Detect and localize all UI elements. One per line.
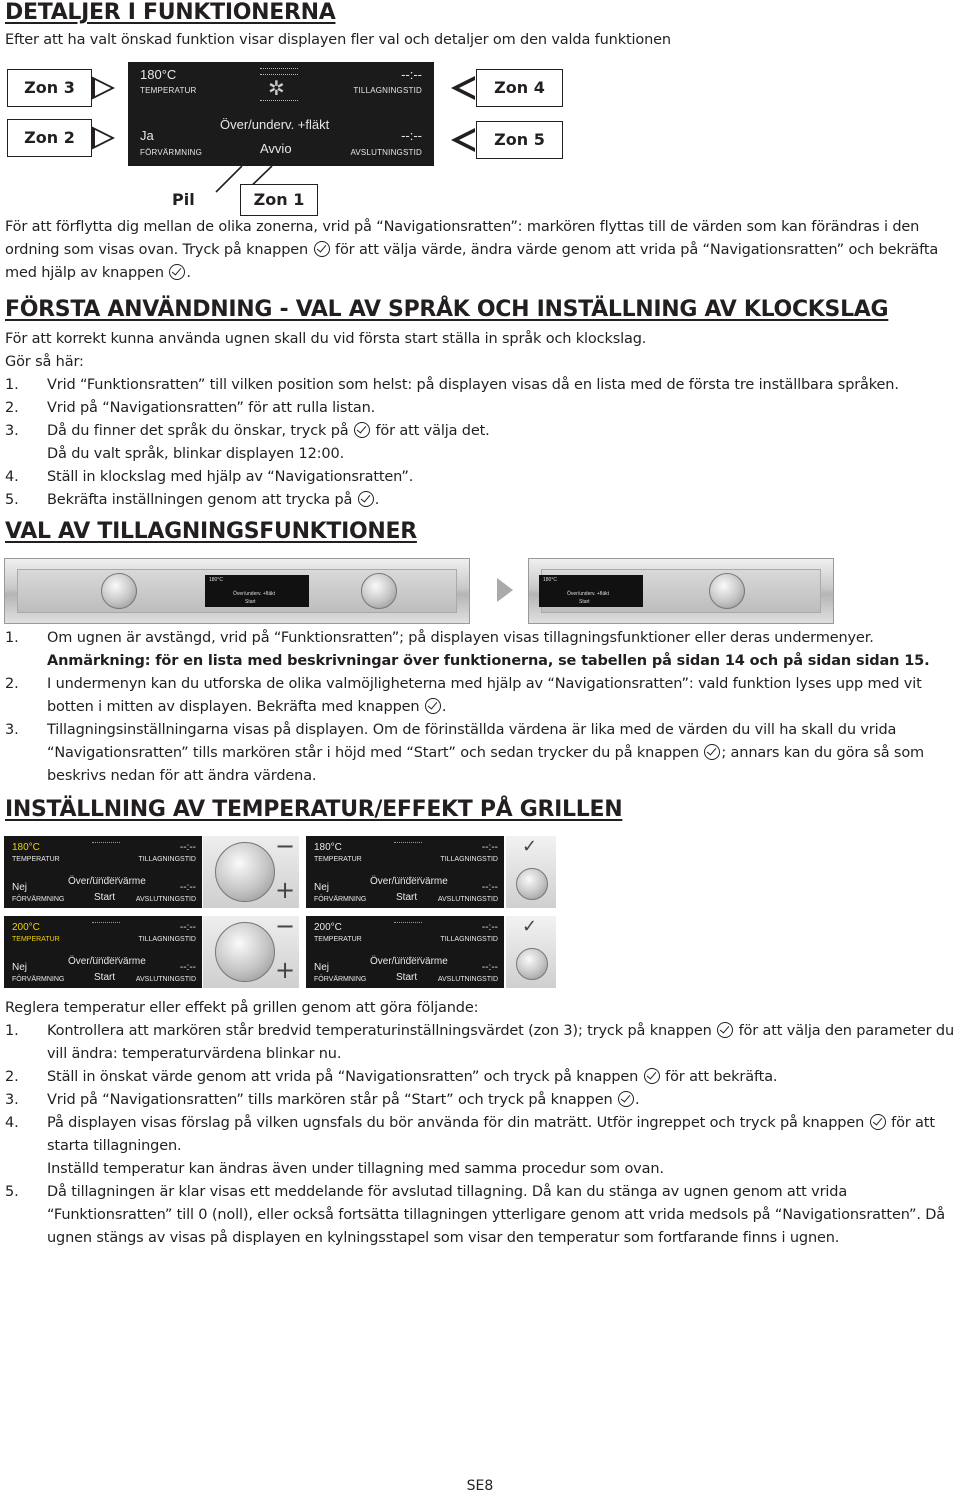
display-preheat-label: FÖRVÄRMNING [140,148,203,157]
display-time2: --:-- [401,128,422,143]
display-time1: --:-- [401,67,422,82]
ok-button-icon [717,1022,733,1038]
ok-button-icon [704,744,720,760]
ok-button-area-1 [506,836,556,908]
ok-button-icon [425,698,441,714]
ok-button-area-2 [506,916,556,988]
section-title-cooking-functions: VAL AV TILLAGNINGSFUNKTIONER [5,519,417,544]
navigation-knob [215,842,275,902]
oven-panel-image [4,558,470,624]
mini-display: 180°C Över/underv. +fläkt Start [205,575,309,607]
mini-display: 180°C Över/underv. +fläkt Start [539,575,643,607]
page-number: SE8 [466,1478,494,1494]
ok-button-icon [644,1068,660,1084]
section-title-details: DETALJER I FUNKTIONERNA [5,0,336,25]
navigation-knob [215,922,275,982]
ok-button-icon [169,264,185,280]
display-function: Över/underv. +fläkt [220,117,330,132]
zone-3-label: Zon 3 [7,69,92,107]
display-time2-label: AVSLUTNINGSTID [350,148,422,157]
zone-4-label: Zon 4 [476,69,563,107]
display-time1-label: TILLAGNINGSTID [353,86,422,95]
ok-button-icon [354,422,370,438]
display-start: Avvio [260,141,292,156]
first-use-text: För att korrekt kunna använda ugnen skall du vid första start ställa in språk och klockslag. Gör så här: 1. Vrid “Funktionsratten” till vilken position som helst: på displayen visas då en lista med de första tre inställbara språken. 2. Vrid på “Navigationsratten” för att rulla listan. 3. Då du finner det språk du önskar, tryck på för att välja det. Då du valt språk, blinkar displayen 12:00. 4. Ställ in klockslag med hjälp av “Navigationsratten”. 5. Bekräfta inställningen genom att trycka på . [5,331,899,508]
arrow-right-icon [95,80,111,96]
grill-display-2: 180°C TEMPERATUR --:-- TILLAGNINGSTID Över/undervärme Nej FÖRVÄRMNING Start --:-- AVSLUTNINGSTID [306,836,504,908]
grill-knob-area-2: − + [203,916,299,988]
grill-display-3: 200°C TEMPERATUR --:-- TILLAGNINGSTID Över/undervärme Nej FÖRVÄRMNING Start --:-- AVSLUTNINGSTID [4,916,202,988]
display-temp: 180°C [140,67,177,82]
navigation-knob [361,573,397,609]
ok-button [516,948,548,980]
navigation-knob [709,573,745,609]
zone-2-label: Zon 2 [7,119,92,157]
ok-button-icon [618,1091,634,1107]
grill-instructions: Reglera temperatur eller effekt på grillen genom att göra följande: 1. Kontrollera att markören står bredvid temperaturinställningsvärdet (zon 3); tryck på knappen för att välja den parameter du vill ändra: temperaturvärdena blinkar nu. 2. Ställ in önskat värde genom att vrida på “Navigationsratten” och tryck på knappen för att bekräfta. 3. Vrid på “Navigationsratten” tills markören står på “Start” och tryck på knappen . 4. På displayen visas förslag på vilken ugnsfals du bör använda för din maträtt. Utför ingreppet och tryck på knappen för att starta tillagningen. Inställd temperatur kan ändras även under tillagning med samma procedur som ovan. 5. Då tillagningen är klar visas ett meddelande för avslutad tillagning. Då kan du stänga av ugnen genom att vrida “Funktionsratten” till 0 (noll), eller också fortsätta tillagningen ytterligare genom att vrida medsols på “Navigationsratten”. Då ugnen stängs av visas på displayen en kylningsstapel som visar den temperatur som fortfarande finns i ugnen. [5,1000,954,1246]
check-icon: ✓ [522,916,538,937]
ok-button [516,868,548,900]
zone-5-label: Zon 5 [476,121,563,159]
grill-knob-area-1: − + [203,836,299,908]
pil-label: Pil [172,190,195,209]
oven-display [128,62,434,166]
grill-display-1: 180°C TEMPERATUR --:-- TILLAGNINGSTID Över/undervärme Nej FÖRVÄRMNING Start --:-- AVSLUTNINGSTID [4,836,202,908]
cooking-functions-text: 1. Om ugnen är avstängd, vrid på “Funktionsratten”; på displayen visas tillagningsfunktioner eller deras undermenyer. Anmärkning: för en lista med beskrivningar över funktionerna, se tabellen på sidan 14 och på sidan sidan 15. 2. I undermenyn kan du utforska de olika valmöjligheterna med hjälp av “Navigationsratten”: vald funktion lyses upp med vit botten i mitten av displayen. Bekräfta med knappen . 3. Tillagningsinställningarna visas på displayen. Om de förinställda värdena är lika med de värden du vill ha skall du vrida “Navigationsratten” tills markören står i höjd med “Start” och sedan trycker du på knappen ; annars kan du göra så som beskrivs nedan för att ändra värdena. [5,630,930,784]
details-intro: Efter att ha valt önskad funktion visar displayen fler val och detaljer om den valda funktionen [5,32,671,48]
zone-1-label: Zon 1 [240,184,318,216]
section-title-grill: INSTÄLLNING AV TEMPERATUR/EFFEKT PÅ GRILLEN [5,797,623,822]
section-title-first-use: FÖRSTA ANVÄNDNING - VAL AV SPRÅK OCH INSTÄLLNING AV KLOCKSLAG [5,297,889,322]
ok-button-icon [358,491,374,507]
fan-icon: ✲ [268,78,285,100]
oven-panel-image-selected [528,558,834,624]
function-knob [101,573,137,609]
zone-navigation-paragraph: För att förflytta dig mellan de olika zonerna, vrid på “Navigationsratten”: markören flyttas till de värden som kan förändras i den ordning som visas ovan. Tryck på knappen för att välja värde, ändra värde genom att vrida på “Navigationsratten” och bekräfta med hjälp av knappen . [5,219,939,281]
grill-display-4: 200°C TEMPERATUR --:-- TILLAGNINGSTID Över/undervärme Nej FÖRVÄRMNING Start --:-- AVSLUTNINGSTID [306,916,504,988]
arrow-left-icon [459,132,475,148]
ok-button-icon [870,1114,886,1130]
arrow-right-icon [497,578,513,602]
arrow-left-icon [459,80,475,96]
arrow-right-icon [95,130,111,146]
display-temp-label: TEMPERATUR [140,86,197,95]
check-icon: ✓ [522,836,538,857]
ok-button-icon [314,241,330,257]
display-preheat: Ja [140,128,154,143]
